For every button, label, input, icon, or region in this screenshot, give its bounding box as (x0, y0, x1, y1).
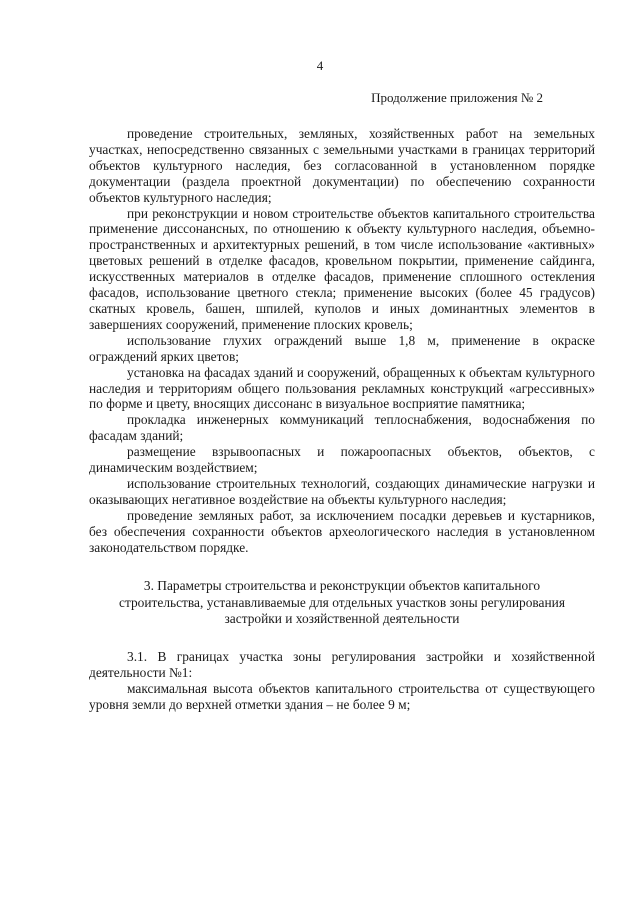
page-number: 4 (316, 58, 324, 73)
appendix-continuation-note: Продолжение приложения № 2 (371, 90, 543, 105)
body-paragraph: использование глухих ограждений выше 1,8 м, применение в окраске ограждений ярких цветов; (89, 332, 595, 364)
body-paragraph: проведение земляных работ, за исключением посадки деревьев и кустарников, без обеспечения сохранности объектов археологического наследия в установленном законодательством порядке. (89, 507, 595, 555)
body-paragraph: размещение взрывоопасных и пожароопасных объектов, объектов, с динамическим воздействием; (89, 444, 595, 476)
body-paragraph: прокладка инженерных коммуникаций теплоснабжения, водоснабжения по фасадам зданий; (89, 412, 595, 444)
section-heading: 3. Параметры строительства и реконструкции объектов капитального строительства, устанавливаемые для отдельных участков зоны регулирования застройки и хозяйственной деятельности (119, 578, 565, 626)
body-paragraph: при реконструкции и новом строительстве объектов капитального строительства применение диссонансных, по отношению к объекту культурного наследия, объемно-пространственных и архитектурных решений, в том числе использование «активных» цветовых решений в отделке фасадов, кровельном покрытии, применение сайдинга, искусственных материалов в отделке фасадов, применение сплошного остекления фасадов, использование цветного стекла; применение высоких (более 45 градусов) скатных кровель, башен, шпилей, куполов и иных доминантных элементов в завершениях сооружений, применение плоских кровель; (89, 205, 595, 332)
document-body (89, 126, 595, 713)
body-paragraph: установка на фасадах зданий и сооружений, обращенных к объектам культурного наследия и территориям общего пользования рекламных конструкций «агрессивных» по форме и цвету, вносящих диссонанс в визуальное восприятие памятника; (89, 364, 595, 412)
subsection-paragraph: максимальная высота объектов капитального строительства от существующего уровня земли до верхней отметки здания – не более 9 м; (89, 680, 595, 712)
body-paragraph: проведение строительных, земляных, хозяйственных работ на земельных участках, непосредственно связанных с земельными участками в границах территорий объектов культурного наследия, без согласованной в установленном порядке документации (раздела проектной документации) по обеспечению сохранности объектов культурного наследия; (89, 126, 595, 205)
subsection-paragraph: 3.1. В границах участка зоны регулирования застройки и хозяйственной деятельности №1: (89, 649, 595, 680)
body-paragraph: использование строительных технологий, создающих динамические нагрузки и оказывающих негативное воздействие на объекты культурного наследия; (89, 475, 595, 507)
